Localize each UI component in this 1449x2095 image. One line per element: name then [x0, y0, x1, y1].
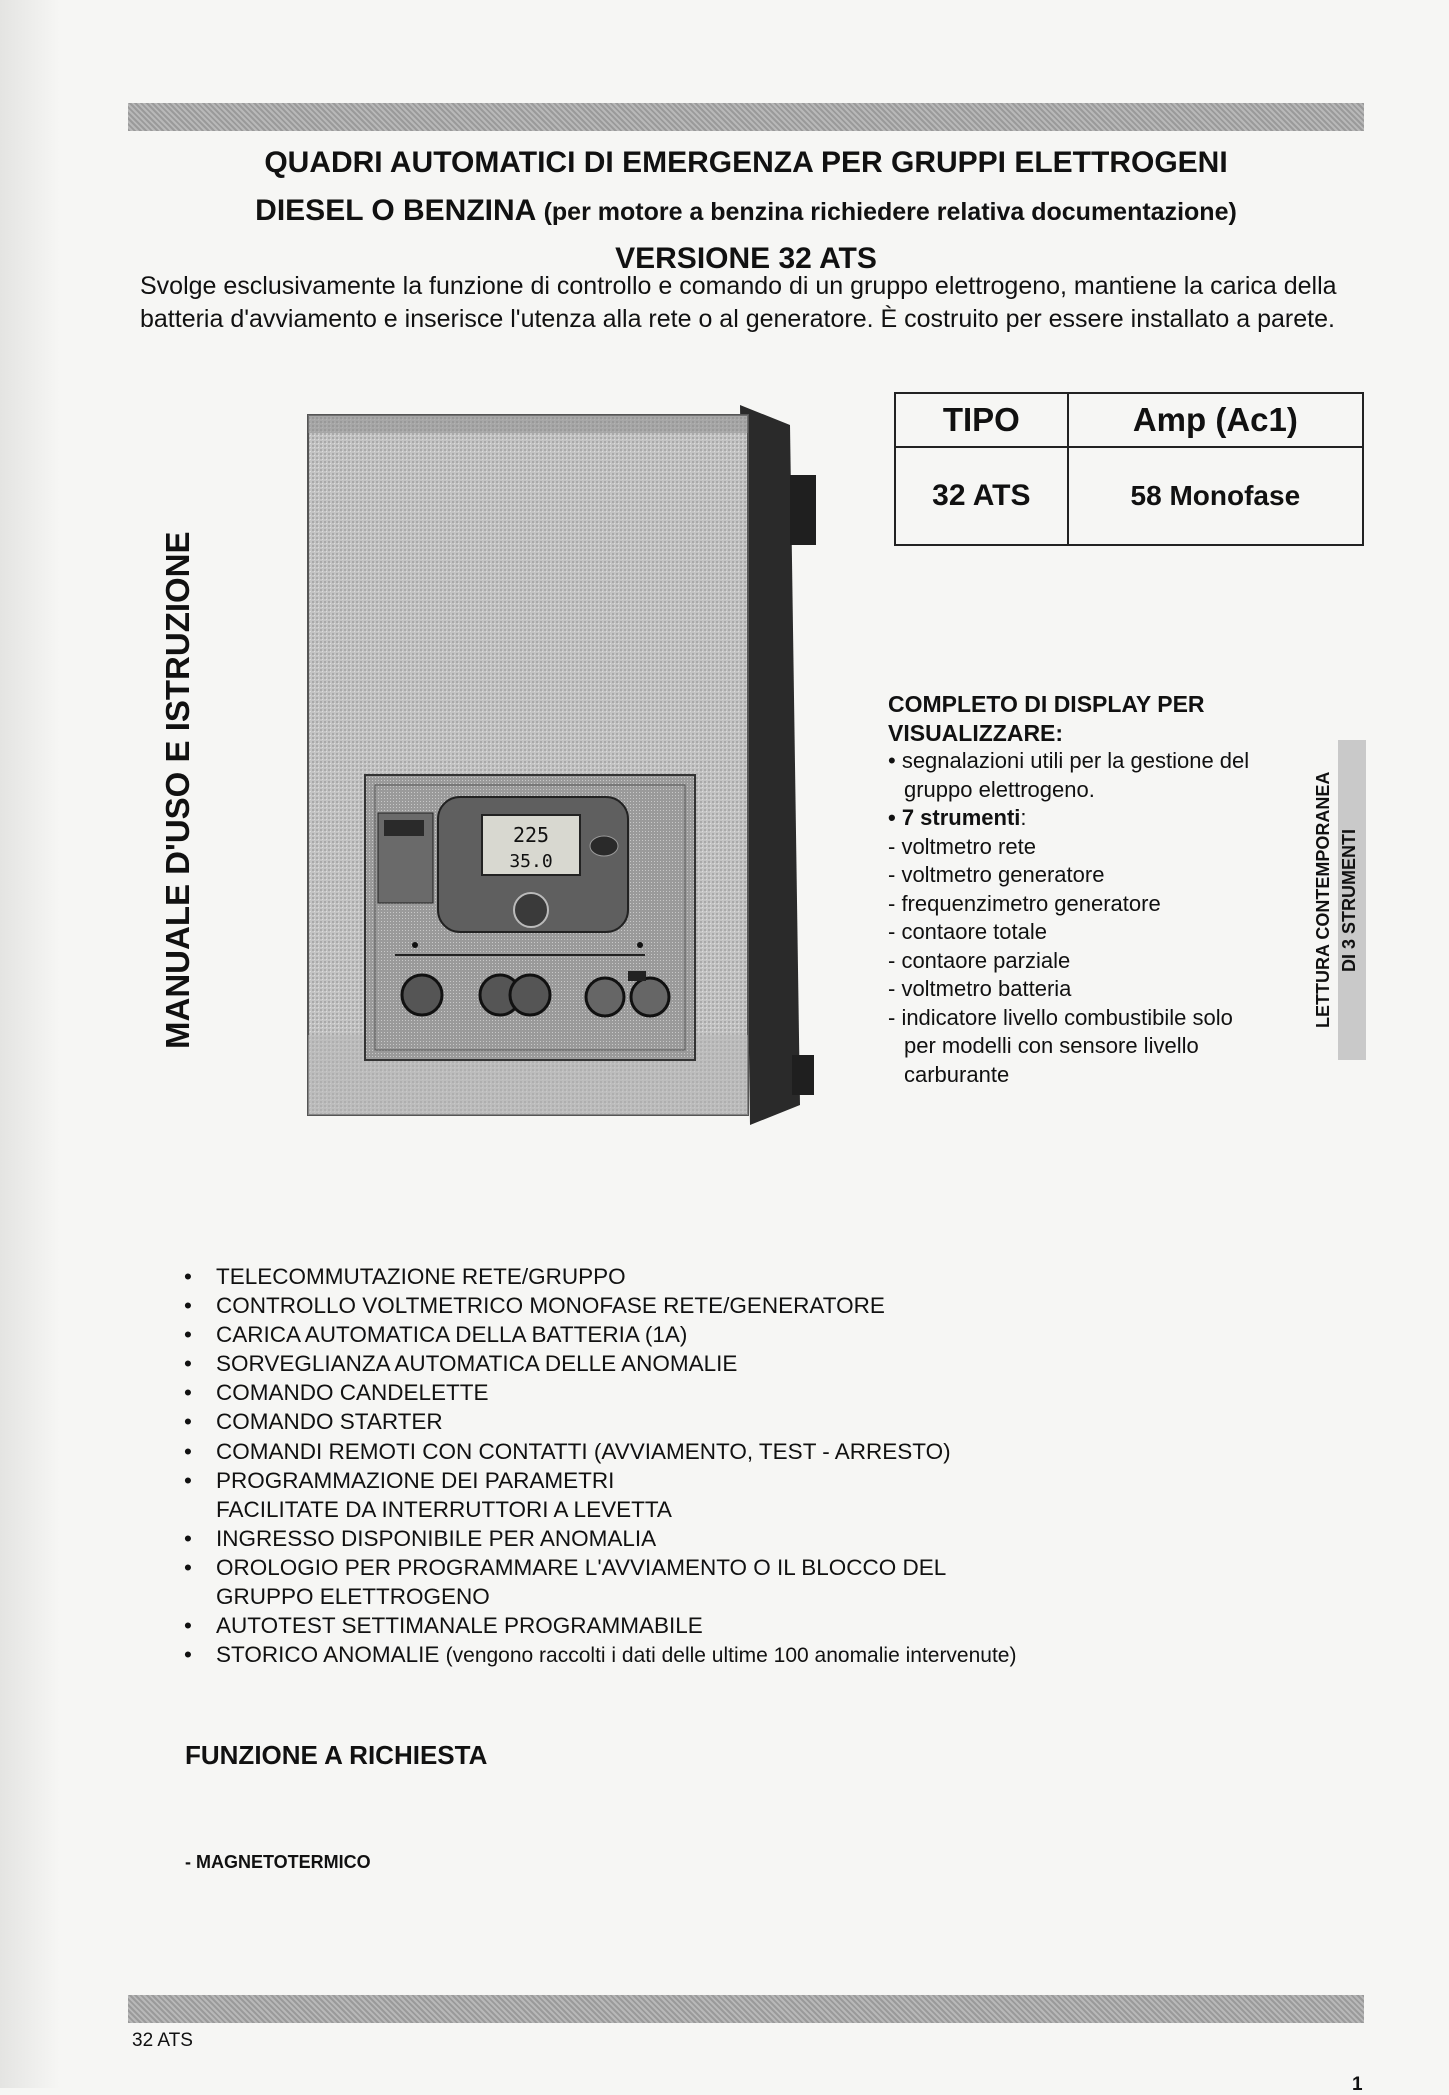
display-item-signals: • segnalazioni utili per la gestione del [888, 748, 1250, 773]
display-item-signals-cont: gruppo elettrogeno. [904, 776, 1095, 802]
page-edge-shadow [0, 0, 60, 2088]
feature-item [180, 1640, 1280, 1670]
instrument-item: - contaore totale [888, 919, 1047, 944]
control-panel-illustration [300, 405, 840, 1125]
instrument-item: - frequenzimetro generatore [888, 890, 1161, 916]
display-item-instruments [888, 804, 1308, 833]
feature-item: • COMANDI REMOTI CON CONTATTI (AVVIAMENTO, TEST - ARRESTO) [180, 1437, 1280, 1466]
title-line-1: QUADRI AUTOMATICI DI EMERGENZA PER GRUPPI ELETTROGENI [264, 146, 1228, 179]
optional-item: - MAGNETOTERMICO [185, 1852, 371, 1872]
feature-item: • INGRESSO DISPONIBILE PER ANOMALIA [180, 1524, 1280, 1553]
title-line-2 [128, 194, 1364, 228]
instrument-item: - voltmetro rete [888, 833, 1036, 859]
header-bar [128, 103, 1364, 131]
title-line-2-sub: (per motore a benzina richiedere relativa documentazione) [543, 198, 1237, 226]
display-features [888, 690, 1308, 1089]
page-number: 1 [1352, 2074, 1363, 2095]
feature-item-text: PROGRAMMAZIONE DEI PARAMETRI [216, 1467, 615, 1493]
feature-item [180, 1553, 1280, 1611]
instrument-item-cont: per modelli con sensore livello [904, 1033, 1199, 1058]
instrument-item-cont: carburante [904, 1061, 1010, 1087]
spec-header-tipo: TIPO [895, 393, 1068, 447]
instruments-colon: : [1020, 805, 1027, 830]
spec-table-header-row [895, 393, 1363, 447]
spec-cell-tipo: 32 ATS [895, 447, 1068, 545]
feature-item: • COMANDO STARTER [180, 1407, 1280, 1436]
display-heading-1: COMPLETO DI DISPLAY PER [888, 691, 1205, 717]
footer-bar [128, 1995, 1364, 2023]
feature-item: • COMANDO CANDELETTE [180, 1378, 1280, 1407]
simultaneous-reading-label [1310, 740, 1366, 1060]
title-line-3: VERSIONE 32 ATS [615, 242, 877, 275]
instrument-item: - contaore parziale [888, 947, 1071, 973]
spec-cell-amp: 58 Monofase [1068, 447, 1363, 545]
spec-header-amp: Amp (Ac1) [1068, 393, 1363, 447]
display-reading-2: 35.0 [509, 851, 553, 872]
instrument-item: - indicatore livello combustibile solo [888, 1004, 1233, 1030]
footer-model: 32 ATS [132, 2030, 193, 2051]
title-line-2-main: DIESEL O BENZINA [255, 194, 536, 227]
feature-item: • TELECOMMUTAZIONE RETE/GRUPPO [180, 1262, 1280, 1291]
spec-table-row [895, 447, 1363, 545]
feature-item-cont: GRUPPO ELETTROGENO [216, 1584, 490, 1610]
feature-item-cont: FACILITATE DA INTERRUTTORI A LEVETTA [216, 1496, 672, 1522]
feature-item [180, 1466, 1280, 1524]
feature-item: • CARICA AUTOMATICA DELLA BATTERIA (1A) [180, 1320, 1280, 1349]
feature-item: • SORVEGLIANZA AUTOMATICA DELLE ANOMALIE [180, 1349, 1280, 1378]
feature-item-text: STORICO ANOMALIE [216, 1642, 440, 1668]
device-photo [300, 405, 840, 1125]
instrument-item: - voltmetro generatore [888, 862, 1105, 887]
optional-section-title: FUNZIONE A RICHIESTA [185, 1740, 488, 1770]
instrument-item: - voltmetro batteria [888, 976, 1072, 1001]
intro-paragraph: Svolge esclusivamente la funzione di controllo e comando di un gruppo elettrogeno, mantiene la carica della batteria d'avviamento e inserisce l'utenza alla rete o al generatore. È costruito per essere installato a parete. [140, 272, 1337, 333]
feature-item-detail: (vengono raccolti i dati delle ultime 100 anomalie intervenute) [445, 1644, 1017, 1668]
side-label-line-2: DI 3 STRUMENTI [1339, 828, 1359, 972]
side-label-line-1: LETTURA CONTEMPORANEA [1313, 771, 1333, 1029]
instruments-label: • 7 strumenti [888, 805, 1021, 830]
spec-table [894, 392, 1364, 546]
display-reading-1: 225 [512, 823, 550, 847]
vertical-manual-title: MANUALE D'USO E ISTRUZIONE [159, 531, 196, 1049]
feature-item: • AUTOTEST SETTIMANALE PROGRAMMABILE [180, 1611, 1280, 1640]
feature-item: • CONTROLLO VOLTMETRICO MONOFASE RETE/GENERATORE [180, 1291, 1280, 1320]
feature-list [180, 1262, 1280, 1670]
display-heading-2: VISUALIZZARE: [888, 719, 1064, 746]
feature-item-text: OROLOGIO PER PROGRAMMARE L'AVVIAMENTO O IL BLOCCO DEL [216, 1554, 947, 1580]
